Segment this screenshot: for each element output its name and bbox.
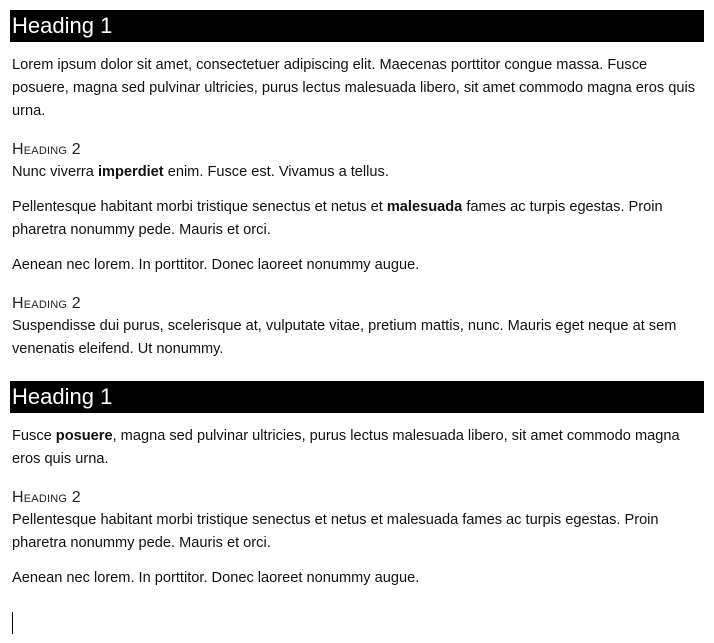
document-body[interactable] (10, 10, 704, 602)
paragraph-text: Nunc viverra (12, 164, 98, 180)
paragraph-text: Pellentesque habitant morbi tristique senectus et netus et malesuada fames ac turpis egestas. Proin pharetra nonummy pede. Mauris et orci. (12, 512, 659, 551)
paragraph-text: Lorem ipsum dolor sit amet, consectetuer adipiscing elit. Maecenas porttitor congue massa. Fusce posuere, magna sed pulvinar ultricies, purus lectus malesuada libero, sit amet commodo magna eros quis urna. (12, 57, 696, 119)
paragraph (10, 161, 704, 184)
heading-2: Heading 2 (12, 295, 81, 312)
paragraph-text: Aenean nec lorem. In porttitor. Donec laoreet nonummy augue. (12, 257, 420, 273)
paragraph (10, 315, 704, 361)
paragraph (10, 54, 704, 123)
bold-text: malesuada (386, 199, 463, 215)
heading-1: Heading 1 (10, 381, 704, 413)
paragraph (10, 196, 704, 242)
bold-text: imperdiet (97, 164, 164, 180)
paragraph-text: Aenean nec lorem. In porttitor. Donec laoreet nonummy augue. (12, 570, 420, 586)
heading-2: Heading 2 (12, 141, 81, 158)
paragraph (10, 254, 704, 277)
paragraph-text: Suspendisse dui purus, scelerisque at, vulputate vitae, pretium mattis, nunc. Mauris eget neque at sem venenatis eleifend. Ut nonummy. (12, 318, 677, 357)
paragraph (10, 425, 704, 471)
paragraph-text: Fusce (12, 428, 56, 444)
paragraph (10, 567, 704, 590)
heading-2: Heading 2 (12, 489, 81, 506)
text-cursor (12, 612, 13, 634)
heading-1: Heading 1 (10, 10, 704, 42)
paragraph-text: enim. Fusce est. Vivamus a tellus. (163, 164, 389, 180)
paragraph (10, 509, 704, 555)
paragraph-text: Pellentesque habitant morbi tristique senectus et netus et (12, 199, 387, 215)
bold-text: posuere (55, 428, 113, 444)
paragraph-text: , magna sed pulvinar ultricies, purus lectus malesuada libero, sit amet commodo magna eros quis urna. (12, 428, 680, 467)
paragraph-text: fames ac turpis egestas. Proin pharetra nonummy pede. Mauris et orci. (12, 199, 663, 238)
